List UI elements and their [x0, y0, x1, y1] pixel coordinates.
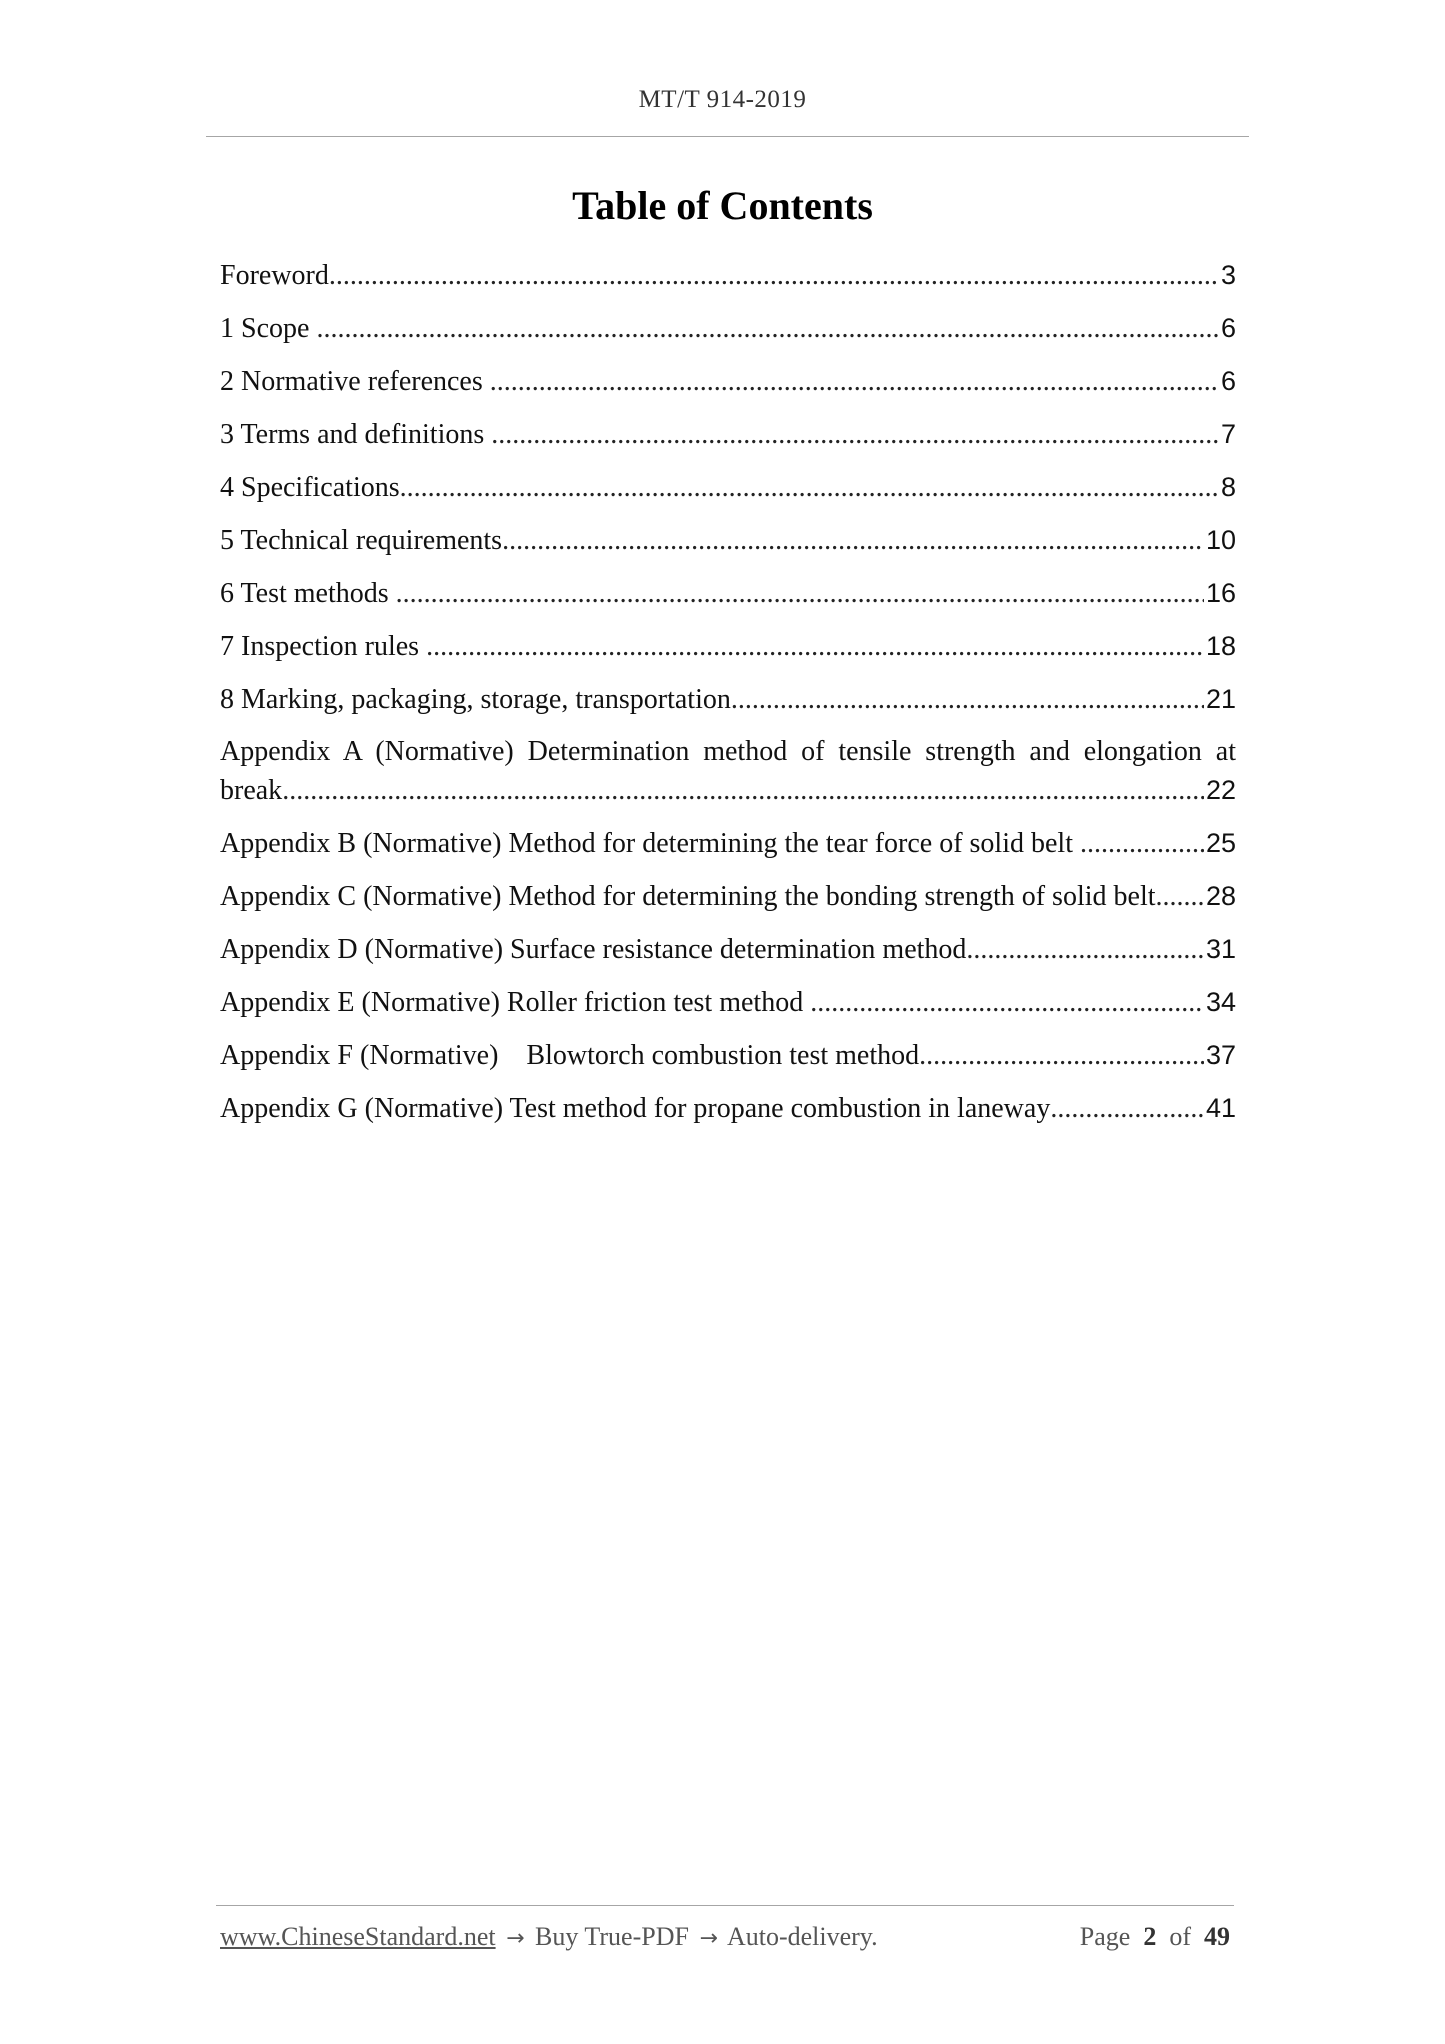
toc-entry-appendix-d[interactable]: [220, 930, 1236, 968]
toc-leader-dots: [502, 522, 1204, 560]
toc-entry-label: 5 Technical requirements: [220, 525, 503, 556]
toc-entry-page: 18: [1205, 631, 1236, 661]
toc-entry-page: 31: [1205, 934, 1236, 964]
toc-entry-appendix-a[interactable]: [220, 733, 1236, 809]
toc-entry-label: Appendix E (Normative) Roller friction test method: [220, 987, 811, 1018]
toc-entry-page: 37: [1205, 1040, 1236, 1070]
toc-entry-foreword[interactable]: [220, 256, 1236, 294]
toc-leader-dots: [1050, 1090, 1204, 1128]
toc-entry-page: 6: [1220, 366, 1236, 396]
toc-entry-label: 3 Terms and definitions: [220, 419, 492, 450]
toc-leader-dots: [966, 931, 1204, 969]
toc-entry-page: 34: [1205, 987, 1236, 1017]
toc-entry-page: 22: [1205, 775, 1236, 805]
toc-leader-dots: [919, 1037, 1204, 1075]
page-footer: [220, 1922, 1230, 1952]
header-divider: [206, 136, 1249, 137]
toc-entry-label-line1: Appendix A (Normative) Determination method of tensile strength and elongation at: [220, 736, 1236, 767]
footer-delivery-text: Auto-delivery.: [726, 1922, 878, 1951]
toc-entry-label: 2 Normative references: [220, 366, 490, 397]
page-word: Page: [1079, 1922, 1131, 1951]
toc-leader-dots: [1080, 825, 1204, 863]
toc-entry-label: 6 Test methods: [220, 578, 396, 609]
toc-entry-page: 28: [1205, 881, 1236, 911]
arrow-right-icon: →: [506, 1926, 525, 1951]
toc-entry-label: 1 Scope: [220, 313, 317, 344]
footer-promo: [220, 1922, 878, 1952]
toc-entry-label: Appendix F (Normative) Blowtorch combustion test method: [220, 1040, 920, 1071]
document-code-header: MT/T 914-2019: [638, 86, 807, 113]
toc-entry-label: Appendix C (Normative) Method for determining the bonding strength of solid belt: [220, 881, 1156, 912]
toc-entry-label: 4 Specifications: [220, 472, 400, 503]
toc-entry-label-line2: break: [220, 775, 283, 806]
footer-divider: [216, 1905, 1234, 1906]
toc-entry-specifications[interactable]: [220, 468, 1236, 506]
toc-leader-dots: [1156, 878, 1204, 916]
toc-leader-dots: [491, 416, 1219, 454]
page-current: 2: [1143, 1922, 1157, 1951]
footer-buy-text: Buy True-PDF: [535, 1922, 689, 1951]
toc-entry-page: 16: [1205, 578, 1236, 608]
arrow-right-icon: →: [699, 1926, 718, 1951]
toc-entry-scope[interactable]: [220, 309, 1236, 347]
toc-leader-dots: [282, 772, 1204, 810]
toc-entry-page: 3: [1220, 260, 1236, 290]
toc-leader-dots: [810, 984, 1204, 1022]
toc-leader-dots: [731, 681, 1204, 719]
toc-title: Table of Contents: [572, 183, 873, 228]
toc-entry-page: 25: [1205, 828, 1236, 858]
toc-leader-dots: [316, 310, 1219, 348]
toc-entry-appendix-g[interactable]: [220, 1089, 1236, 1127]
website-link[interactable]: www.ChineseStandard.net: [220, 1922, 496, 1951]
toc-entry-appendix-c[interactable]: [220, 877, 1236, 915]
toc-entry-terms-definitions[interactable]: [220, 415, 1236, 453]
toc-entry-page: 41: [1205, 1093, 1236, 1123]
toc-leader-dots: [400, 469, 1219, 507]
toc-entry-technical-requirements[interactable]: [220, 521, 1236, 559]
page-number: [1080, 1922, 1230, 1952]
page-total: 49: [1204, 1922, 1230, 1951]
of-word: of: [1169, 1922, 1191, 1951]
toc-entry-appendix-f[interactable]: [220, 1036, 1236, 1074]
toc-entry-page: 8: [1220, 472, 1236, 502]
toc-leader-dots: [426, 628, 1204, 666]
toc-entry-inspection-rules[interactable]: [220, 627, 1236, 665]
toc-entry-normative-references[interactable]: [220, 362, 1236, 400]
toc-entry-label: Appendix B (Normative) Method for determining the tear force of solid belt: [220, 828, 1080, 859]
toc-entry-appendix-e[interactable]: [220, 983, 1236, 1021]
toc-entry-label: 8 Marking, packaging, storage, transportation: [220, 684, 731, 715]
toc-leader-dots: [490, 363, 1219, 401]
toc-entry-marking-packaging[interactable]: [220, 680, 1236, 718]
toc-entry-label: Appendix D (Normative) Surface resistance determination method: [220, 934, 967, 965]
toc-entry-label: 7 Inspection rules: [220, 631, 427, 662]
toc-entry-page: 10: [1205, 525, 1236, 555]
toc-entry-test-methods[interactable]: [220, 574, 1236, 612]
toc-entry-page: 21: [1205, 684, 1236, 714]
toc-leader-dots: [329, 257, 1219, 295]
toc-entry-label: Foreword: [220, 260, 329, 291]
toc-entry-page: 7: [1220, 419, 1236, 449]
toc-leader-dots: [396, 575, 1204, 613]
toc-entry-page: 6: [1220, 313, 1236, 343]
toc-entry-appendix-b[interactable]: [220, 824, 1236, 862]
toc-entry-label: Appendix G (Normative) Test method for propane combustion in laneway: [220, 1093, 1051, 1124]
toc-list: [220, 256, 1236, 1142]
